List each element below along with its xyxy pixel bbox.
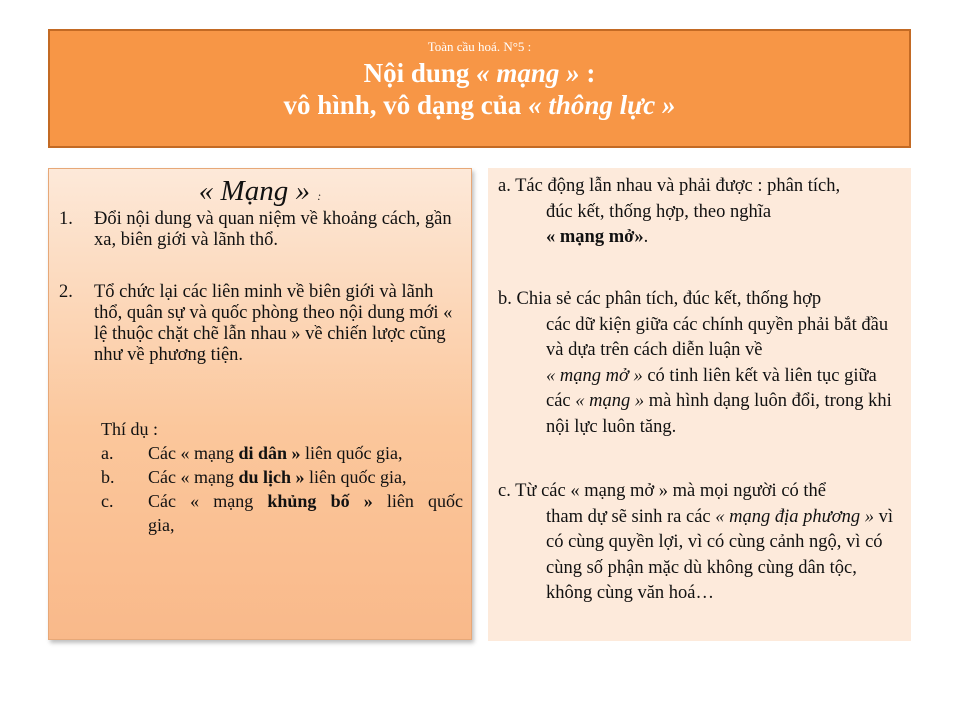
paragraph-first-line: b. Chia sẻ các phân tích, đúc kết, thống hợp — [498, 289, 822, 309]
left-panel — [48, 168, 472, 640]
paragraph-a — [498, 174, 900, 251]
paragraph-b — [498, 287, 900, 440]
example-letter: b. — [101, 467, 115, 487]
example-item — [101, 465, 463, 489]
heading-colon: : — [317, 189, 322, 203]
examples-block — [101, 417, 463, 537]
example-item — [101, 441, 463, 465]
title-text: vô hình, vô dạng của — [283, 90, 529, 120]
example-text: Các « mạng di dân » liên quốc gia, — [148, 443, 403, 463]
list-number: 2. — [59, 282, 73, 302]
title-line-2 — [50, 89, 909, 121]
example-text: Các « mạng khủng bố » liên quốc gia, — [148, 491, 463, 535]
title-line-1 — [50, 57, 909, 89]
list-text: Tổ chức lại các liên minh về biên giới và lãnh thổ, quân sự và quốc phòng theo nội dung mới « lệ thuộc chặt chẽ lẫn nhau » về chiến lược cũng như về phương tiện. — [94, 282, 453, 365]
paragraph-rest: đúc kết, thống hợp, theo nghĩa « mạng mở». — [546, 201, 772, 247]
title-text: : — [579, 58, 596, 88]
list-text: Đổi nội dung và quan niệm về khoảng cách, gần xa, biên giới và lãnh thổ. — [94, 209, 452, 250]
paragraph-rest: các dữ kiện giữa các chính quyền phải bắt đầu và dựa trên cách diễn luận về « mạng mở » có tinh liên kết và liên tục giữa các « mạng » mà hình dạng luôn đổi, trong khi nội lực luôn tăng. — [546, 314, 892, 437]
examples-label: Thí dụ : — [101, 419, 158, 439]
right-panel — [488, 168, 911, 641]
paragraph-c — [498, 479, 900, 607]
example-item — [101, 489, 463, 537]
title-italic: « mạng » — [476, 58, 580, 88]
list-number: 1. — [59, 209, 73, 229]
heading-text: « Mạng » — [198, 175, 310, 207]
paragraph-first-line: a. Tác động lẫn nhau và phải được : phân tích, — [498, 176, 841, 196]
paragraph-rest: tham dự sẽ sinh ra các « mạng địa phương » vì có cùng quyền lợi, vì có cùng cảnh ngộ, vì có cùng số phận mặc dù không cùng dân tộc, không cùng văn hoá… — [546, 506, 894, 603]
example-letter: c. — [101, 491, 114, 511]
list-item — [59, 282, 459, 366]
title-text: Nội dung — [363, 58, 477, 88]
example-text: Các « mạng du lịch » liên quốc gia, — [148, 467, 407, 487]
title-banner — [48, 29, 911, 148]
left-heading — [49, 174, 471, 213]
example-letter: a. — [101, 443, 114, 463]
paragraph-first-line: c. Từ các « mạng mở » mà mọi người có thể — [498, 481, 827, 501]
slide-subtitle: Toàn cầu hoá. N°5 : — [427, 39, 532, 54]
list-item — [59, 209, 459, 251]
title-italic: « thông lực » — [528, 90, 676, 120]
